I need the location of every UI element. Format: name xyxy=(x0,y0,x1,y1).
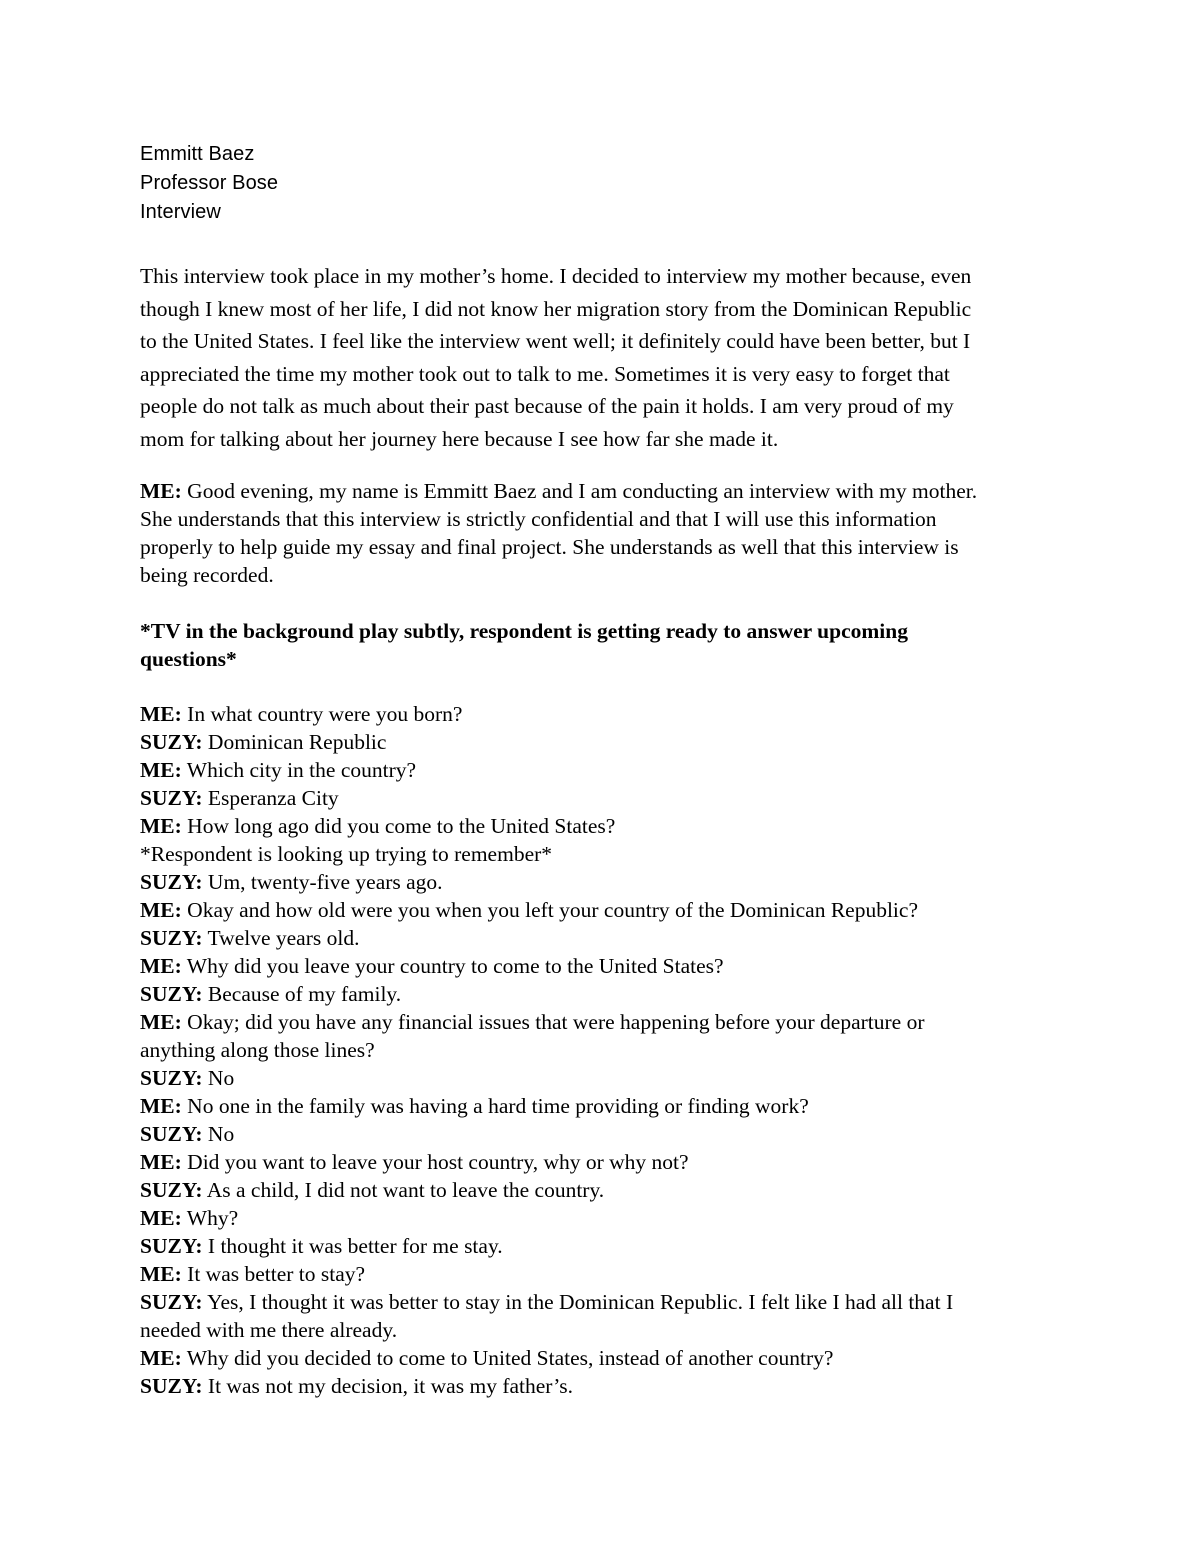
dialogue-text: I thought it was better for me stay. xyxy=(202,1234,503,1259)
speaker-label: ME: xyxy=(140,814,182,839)
speaker-label: SUZY: xyxy=(140,1122,203,1147)
interview-transcript xyxy=(140,700,1070,1400)
intro-line: to the United States. I feel like the interview went well; it definitely could have been better, but I xyxy=(140,329,971,354)
transcript-line xyxy=(140,1120,1070,1148)
speaker-label: ME: xyxy=(140,1094,182,1119)
stage-direction-line: questions* xyxy=(140,647,237,672)
transcript-line xyxy=(140,1008,1070,1036)
dialogue-text: anything along those lines? xyxy=(140,1038,375,1063)
intro-line: appreciated the time my mother took out to talk to me. Sometimes it is very easy to forget that xyxy=(140,361,950,386)
dialogue-text: Okay and how old were you when you left your country of the Dominican Republic? xyxy=(181,898,918,923)
speaker-label: ME: xyxy=(140,954,182,979)
speaker-label: SUZY: xyxy=(140,1374,203,1399)
dialogue-text: No one in the family was having a hard time providing or finding work? xyxy=(181,1094,809,1119)
transcript-line xyxy=(140,728,1070,756)
transcript-line xyxy=(140,980,1070,1008)
speaker-label: SUZY: xyxy=(140,1290,203,1315)
dialogue-text: No xyxy=(202,1066,235,1091)
dialogue-text: Because of my family. xyxy=(202,982,402,1007)
transcript-line xyxy=(140,1344,1070,1372)
document-title: Interview xyxy=(140,201,221,223)
transcript-line xyxy=(140,700,1070,728)
speaker-label: ME: xyxy=(140,478,182,503)
speaker-label: SUZY: xyxy=(140,870,203,895)
dialogue-text: Esperanza City xyxy=(202,786,339,811)
professor-name: Professor Bose xyxy=(140,172,279,194)
transcript-line xyxy=(140,868,1070,896)
speaker-label: ME: xyxy=(140,1262,182,1287)
dialogue-text: Dominican Republic xyxy=(202,730,387,755)
dialogue-text: Yes, I thought it was better to stay in the Dominican Republic. I felt like I had all that I xyxy=(202,1290,954,1315)
speaker-label: ME: xyxy=(140,702,182,727)
transcript-line xyxy=(140,1092,1070,1120)
dialogue-text: In what country were you born? xyxy=(181,702,463,727)
transcript-line xyxy=(140,1260,1070,1288)
transcript-line xyxy=(140,1176,1070,1204)
dialogue-text: Twelve years old. xyxy=(202,926,360,951)
speaker-label: ME: xyxy=(140,1206,182,1231)
document-page xyxy=(140,140,1070,1400)
speaker-label: SUZY: xyxy=(140,926,203,951)
stage-direction xyxy=(140,617,1070,674)
dialogue-text: Okay; did you have any financial issues that were happening before your departure or xyxy=(181,1010,925,1035)
opening-line: being recorded. xyxy=(140,563,274,588)
dialogue-text: Good evening, my name is Emmitt Baez and I am conducting an interview with my mother. xyxy=(181,478,978,503)
dialogue-text: Why did you leave your country to come to the United States? xyxy=(181,954,724,979)
dialogue-text: It was not my decision, it was my father’s. xyxy=(202,1374,573,1399)
intro-line: people do not talk as much about their past because of the pain it holds. I am very proud of my xyxy=(140,394,954,419)
dialogue-text: Which city in the country? xyxy=(181,758,417,783)
speaker-label: SUZY: xyxy=(140,1234,203,1259)
speaker-label: SUZY: xyxy=(140,1066,203,1091)
dialogue-text: No xyxy=(202,1122,235,1147)
dialogue-text: needed with me there already. xyxy=(140,1318,398,1343)
transcript-line xyxy=(140,784,1070,812)
transcript-line xyxy=(140,1288,1070,1316)
speaker-label: ME: xyxy=(140,1150,182,1175)
transcript-line xyxy=(140,924,1070,952)
transcript-line xyxy=(140,756,1070,784)
speaker-label: SUZY: xyxy=(140,730,203,755)
speaker-label: ME: xyxy=(140,1346,182,1371)
intro-line: mom for talking about her journey here because I see how far she made it. xyxy=(140,426,779,451)
transcript-line xyxy=(140,1064,1070,1092)
transcript-line xyxy=(140,896,1070,924)
speaker-label: SUZY: xyxy=(140,786,203,811)
transcript-line xyxy=(140,1204,1070,1232)
transcript-line xyxy=(140,1372,1070,1400)
speaker-label: ME: xyxy=(140,898,182,923)
opening-line xyxy=(140,477,1070,505)
opening-line: properly to help guide my essay and final project. She understands as well that this interview is xyxy=(140,535,959,560)
author-name: Emmitt Baez xyxy=(140,143,255,165)
dialogue-text: Why? xyxy=(181,1206,239,1231)
dialogue-text: Did you want to leave your host country, why or why not? xyxy=(181,1150,689,1175)
speaker-label: SUZY: xyxy=(140,982,203,1007)
transcript-line xyxy=(140,1232,1070,1260)
transcript-line xyxy=(140,1148,1070,1176)
intro-line: though I knew most of her life, I did not know her migration story from the Dominican Republic xyxy=(140,296,972,321)
intro-paragraph xyxy=(140,260,1070,456)
transcript-line xyxy=(140,1036,1070,1064)
dialogue-text: Um, twenty-five years ago. xyxy=(202,870,443,895)
dialogue-text: As a child, I did not want to leave the country. xyxy=(202,1178,605,1203)
transcript-line xyxy=(140,812,1070,840)
dialogue-text: Why did you decided to come to United States, instead of another country? xyxy=(181,1346,834,1371)
dialogue-text: *Respondent is looking up trying to remember* xyxy=(140,842,553,867)
speaker-label: ME: xyxy=(140,1010,182,1035)
intro-line: This interview took place in my mother’s home. I decided to interview my mother because, even xyxy=(140,264,972,288)
dialogue-text: How long ago did you come to the United States? xyxy=(181,814,616,839)
speaker-label: ME: xyxy=(140,758,182,783)
transcript-line xyxy=(140,1316,1070,1344)
stage-direction-line: *TV in the background play subtly, respondent is getting ready to answer upcoming xyxy=(140,618,908,643)
speaker-label: SUZY: xyxy=(140,1178,203,1203)
dialogue-text: It was better to stay? xyxy=(181,1262,366,1287)
opening-statement xyxy=(140,477,1070,590)
transcript-line xyxy=(140,952,1070,980)
transcript-line xyxy=(140,840,1070,868)
document-header xyxy=(140,140,1070,227)
opening-line: She understands that this interview is strictly confidential and that I will use this information xyxy=(140,506,937,531)
